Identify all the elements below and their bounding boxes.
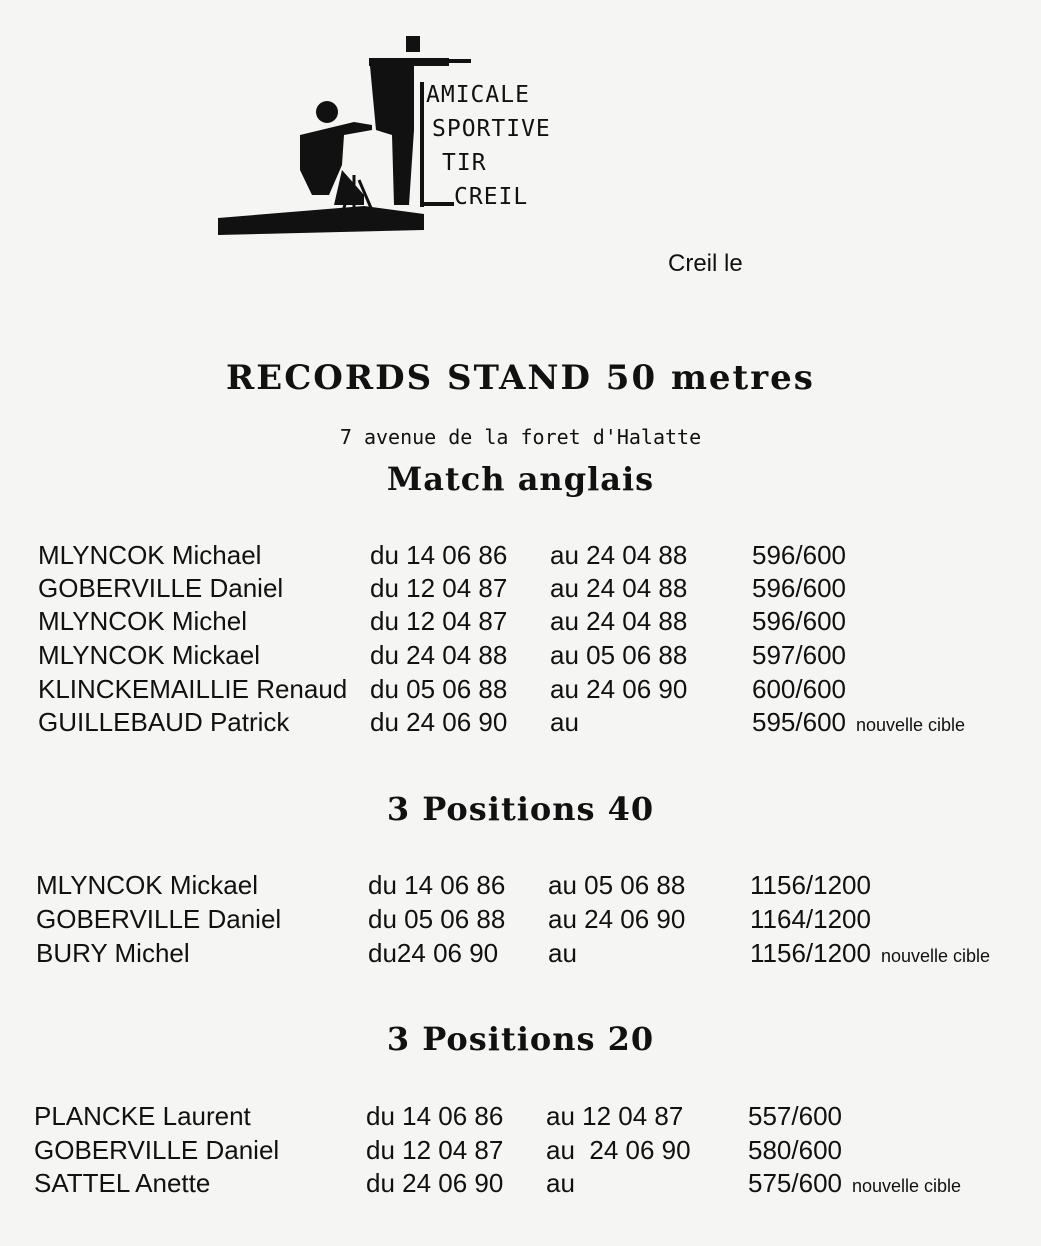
record-score: 596/600	[752, 573, 846, 603]
place-date-line: Creil le	[668, 250, 743, 277]
record-to: au 05 06 88	[550, 640, 688, 670]
record-score: 595/600	[752, 707, 846, 737]
record-name: MLYNCOK Michael	[38, 540, 262, 570]
section-title-3-positions-40: 3 Positions 40	[386, 790, 655, 828]
record-from: du 12 04 87	[370, 606, 508, 636]
record-score: 557/600	[748, 1101, 842, 1131]
record-to: au 24 04 88	[550, 540, 688, 570]
record-score: 1156/1200	[750, 870, 871, 900]
record-from: du 14 06 86	[370, 540, 508, 570]
record-score: 580/600	[748, 1135, 842, 1165]
record-note: nouvelle cible	[855, 715, 966, 735]
record-name: BURY Michel	[36, 938, 190, 968]
logo-word-amicale: AMICALE	[426, 82, 530, 108]
record-from: du 24 04 88	[370, 640, 508, 670]
record-to: au 24 04 88	[550, 573, 688, 603]
record-from: du 24 06 90	[366, 1168, 504, 1198]
record-score: 596/600	[752, 540, 846, 570]
record-from: du 05 06 88	[368, 904, 506, 934]
record-name: GUILLEBAUD Patrick	[38, 707, 290, 737]
logo-word-tir: TIR	[442, 150, 487, 176]
record-name: MLYNCOK Mickael	[36, 870, 259, 900]
section-title-3-positions-20: 3 Positions 20	[386, 1020, 655, 1058]
logo-word-sportive: SPORTIVE	[432, 116, 551, 142]
record-from: du 14 06 86	[366, 1101, 504, 1131]
address-line: 7 avenue de la foret d'Halatte	[339, 425, 702, 449]
record-from: du 12 04 87	[370, 573, 508, 603]
record-to: au	[548, 938, 577, 968]
record-to: au 12 04 87	[546, 1101, 684, 1131]
record-score: 600/600	[752, 674, 846, 704]
record-from: du24 06 90	[368, 938, 499, 968]
record-name: MLYNCOK Mickael	[38, 640, 261, 670]
record-name: PLANCKE Laurent	[34, 1101, 251, 1131]
record-to: au 24 04 88	[550, 606, 688, 636]
record-from: du 14 06 86	[368, 870, 506, 900]
record-score-with-note	[750, 938, 990, 969]
record-score: 1156/1200	[750, 938, 871, 968]
record-name: MLYNCOK Michel	[38, 606, 248, 636]
record-from: du 12 04 87	[366, 1135, 504, 1165]
record-score: 597/600	[752, 640, 846, 670]
record-to: au 24 06 90	[548, 904, 686, 934]
record-score-with-note	[752, 707, 965, 738]
record-score-with-note	[748, 1168, 961, 1199]
record-to: au	[546, 1168, 575, 1198]
document-title: RECORDS STAND 50 metres	[226, 358, 815, 398]
record-name: GOBERVILLE Daniel	[34, 1135, 280, 1165]
record-name: GOBERVILLE Daniel	[36, 904, 282, 934]
record-score: 575/600	[748, 1168, 842, 1198]
record-to: au	[550, 707, 579, 737]
record-name: GOBERVILLE Daniel	[38, 573, 284, 603]
record-name: SATTEL Anette	[34, 1168, 211, 1198]
record-score: 596/600	[752, 606, 846, 636]
record-note: nouvelle cible	[880, 946, 991, 966]
record-note: nouvelle cible	[851, 1176, 962, 1196]
record-to: au 24 06 90	[550, 674, 688, 704]
section-title-match-anglais: Match anglais	[386, 460, 655, 498]
record-name: KLINCKEMAILLIE Renaud	[38, 674, 348, 704]
record-to: au 24 06 90	[546, 1135, 691, 1165]
record-to: au 05 06 88	[548, 870, 686, 900]
logo-word-creil: CREIL	[454, 184, 529, 210]
record-score: 1164/1200	[750, 904, 871, 934]
club-logo	[214, 30, 554, 245]
record-from: du 05 06 88	[370, 674, 508, 704]
record-from: du 24 06 90	[370, 707, 508, 737]
